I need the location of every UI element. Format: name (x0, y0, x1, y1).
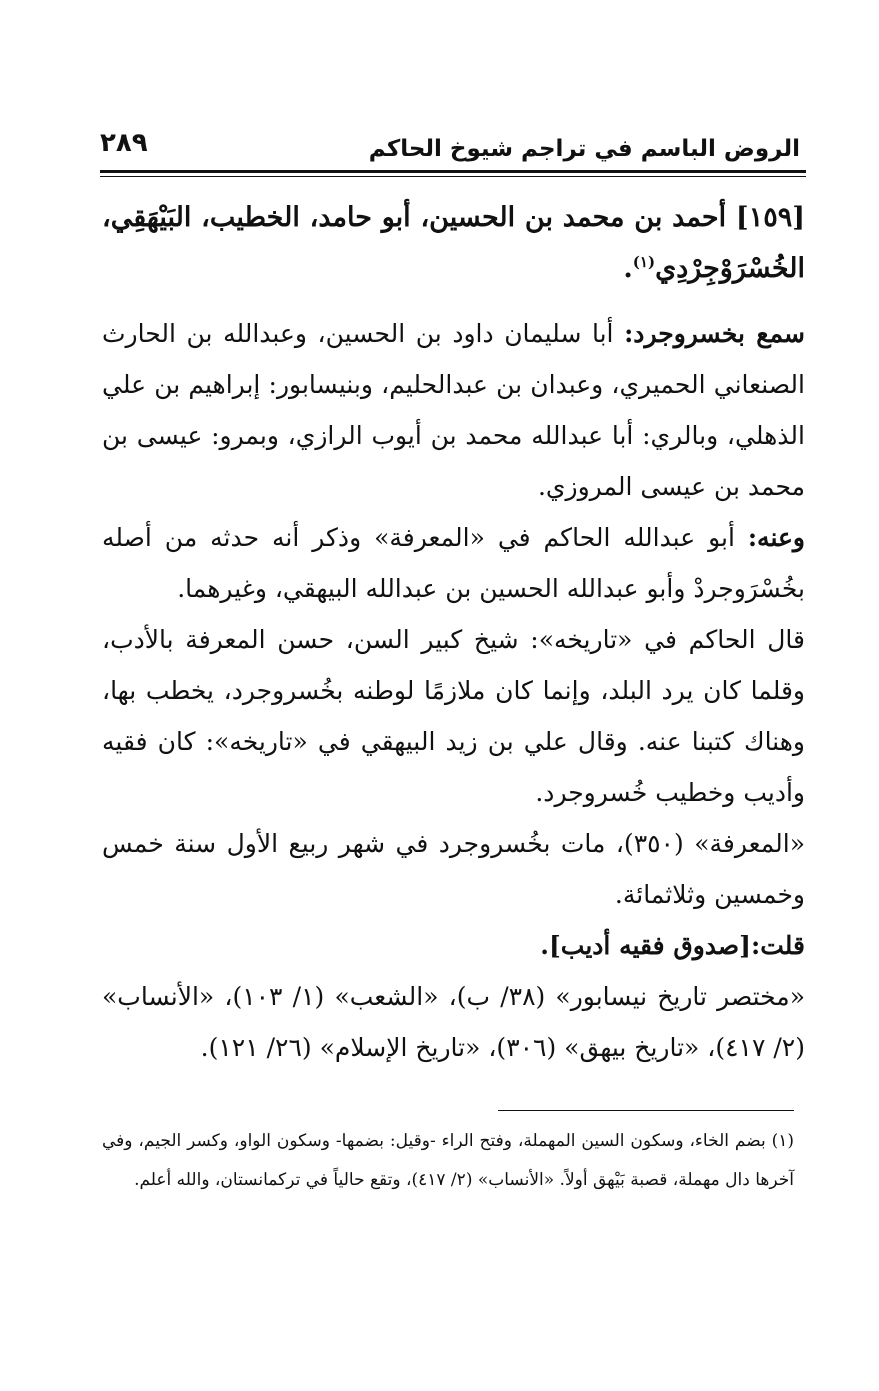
entry-title-end: . (623, 253, 633, 284)
from-lead: وعنه: (747, 523, 805, 552)
footnote-separator (498, 1110, 794, 1111)
running-title: الروض الباسم في تراجم شيوخ الحاكم (368, 136, 800, 162)
paragraph-verdict (102, 920, 805, 971)
paragraph-hakim: قال الحاكم في «تاريخه»: شيخ كبير السن، حسن المعرفة بالأدب، وقلما كان يرد البلد، وإنما كان ملازمًا لوطنه بخُسروجرد، يخطب بها، وهناك كتبنا عنه. وقال علي بن زيد البيهقي في «تاريخه»: كان فقيه وأديب وخطيب خُسروجرد. (102, 625, 805, 807)
footnote (102, 1122, 794, 1200)
footnote-text: (١) بضم الخاء، وسكون السين المهملة، وفتح الراء -وقيل: بضمها- وسكون الواو، وكسر الجيم، وفي آخرها دال مهملة، قصبة بَيْهق أولاً. «الأنساب» (٢/ ٤١٧)، وتقع حالياً في تركمانستان، والله أعلم. (102, 1131, 794, 1190)
verdict-text: [صدوق فقيه أديب]. (540, 931, 751, 960)
header-rule-thick (100, 170, 806, 173)
page-number: ٢٨٩ (100, 128, 148, 158)
header-rule-thin (100, 176, 806, 177)
entry-heading (102, 192, 805, 294)
from-text: أبو عبدالله الحاكم في «المعرفة» وذكر أنه حدثه من أصله بخُسْرَوجردْ وأبو عبدالله الحسين بن عبدالله البيهقي، وغيرهما. (102, 523, 805, 603)
heard-lead: سمع بخسروجرد: (624, 319, 805, 348)
paragraph-death: «المعرفة» (٣٥٠)، مات بخُسروجرد في شهر ربيع الأول سنة خمس وخمسين وثلاثمائة. (102, 829, 806, 909)
paragraph-from (102, 512, 805, 614)
footnote-marker[interactable]: (١) (632, 253, 656, 271)
paragraph-sources: «مختصر تاريخ نيسابور» (٣٨/ ب)، «الشعب» (١/ ١٠٣)، «الأنساب» (٢/ ٤١٧)، «تاريخ بيهق» (٣٠٦)، «تاريخ الإسلام» (٢٦/ ١٢١). (102, 982, 805, 1062)
entry-title-text: [١٥٩] أحمد بن محمد بن الحسين، أبو حامد، الخطيب، البَيْهَقِي، الخُسْرَوْجِرْدِي (102, 202, 805, 284)
spacer (102, 294, 805, 308)
verdict-lead: قلت: (750, 931, 805, 960)
page-header (100, 122, 800, 166)
main-text (102, 192, 805, 1073)
paragraph-heard (102, 308, 805, 512)
heard-text: أبا سليمان داود بن الحسين، وعبدالله بن الحارث الصنعاني الحميري، وعبدان بن عبدالحليم، وبنيسابور: إبراهيم بن علي الذهلي، وبالري: أبا عبدالله محمد بن أيوب الرازي، وبمرو: عيسى بن محمد بن عيسى المروزي. (102, 319, 805, 501)
